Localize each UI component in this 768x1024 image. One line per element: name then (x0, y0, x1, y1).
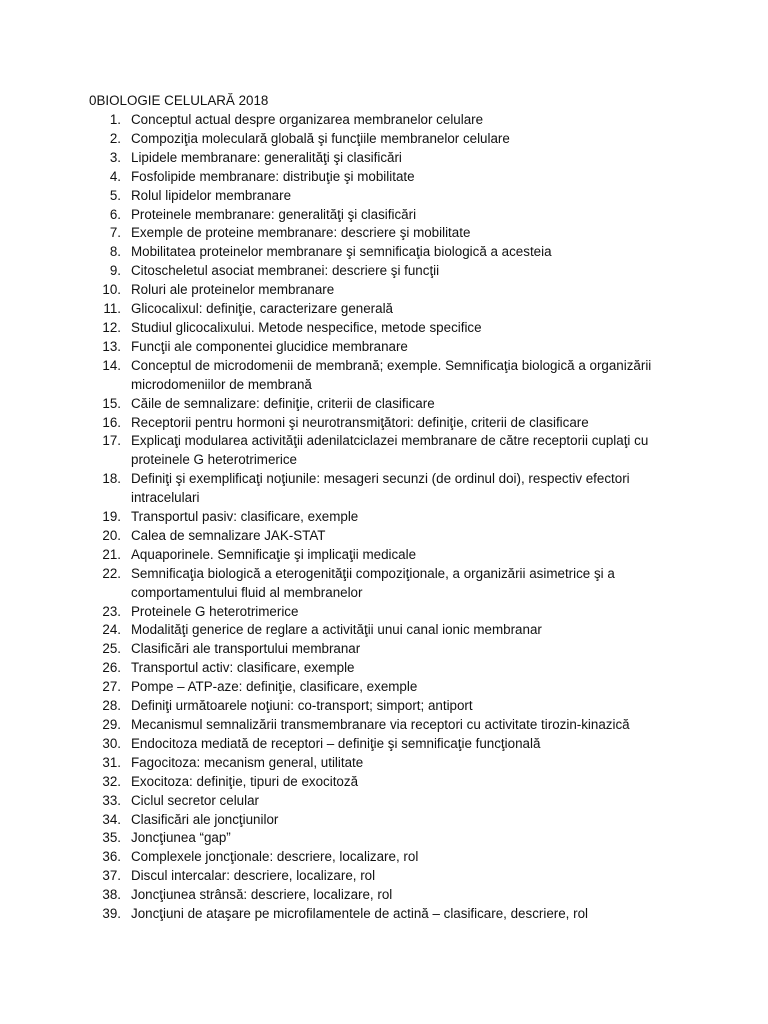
list-item (0, 773, 768, 792)
item-text: Semnificaţia biologică a eterogenităţii compoziţionale, a organizării asimetrice şi a comportamentului fluid al membranelor (131, 565, 615, 600)
item-text: Joncţiunea strânsă: descriere, localizare, rol (131, 887, 393, 903)
list-item (0, 168, 768, 187)
list-item (0, 659, 768, 678)
item-number: 36. (102, 849, 121, 865)
item-number: 9. (109, 263, 121, 279)
item-text: Transportul activ: clasificare, exemple (131, 660, 355, 676)
item-number: 3. (109, 149, 121, 165)
item-text: Fosfolipide membranare: distribuţie şi mobilitate (131, 168, 415, 184)
list-item (0, 792, 768, 811)
item-text: Receptorii pentru hormoni şi neurotransmiţători: definiţie, criterii de clasificare (131, 414, 589, 430)
item-number: 8. (109, 244, 121, 260)
list-item (0, 735, 768, 754)
item-number: 37. (102, 868, 121, 884)
list-item (0, 395, 768, 414)
list-item (0, 886, 768, 905)
list-item (0, 811, 768, 830)
list-item (0, 224, 768, 243)
item-number: 31. (102, 754, 121, 770)
list-item (0, 754, 768, 773)
item-number: 27. (102, 679, 121, 695)
item-text: Aquaporinele. Semnificaţie şi implicaţii medicale (131, 546, 417, 562)
list-item (0, 527, 768, 546)
list-item (0, 716, 768, 735)
item-number: 12. (102, 319, 121, 335)
list-item (0, 262, 768, 281)
list-item (0, 470, 768, 508)
list-item (0, 319, 768, 338)
list-item (0, 508, 768, 527)
item-text: Roluri ale proteinelor membranare (131, 282, 335, 298)
item-text: Exocitoza: definiţie, tipuri de exocitoză (131, 773, 359, 789)
list-item (0, 678, 768, 697)
list-item (0, 111, 768, 130)
list-item (0, 546, 768, 565)
list-item (0, 432, 768, 470)
list-item (0, 565, 768, 603)
item-number: 32. (102, 773, 121, 789)
item-text: Exemple de proteine membranare: descriere şi mobilitate (131, 225, 471, 241)
item-number: 33. (102, 792, 121, 808)
topic-list (0, 111, 768, 924)
list-item (0, 300, 768, 319)
list-item (0, 640, 768, 659)
item-number: 30. (102, 735, 121, 751)
item-number: 19. (102, 509, 121, 525)
list-item (0, 829, 768, 848)
item-text: Funcţii ale componentei glucidice membranare (131, 338, 408, 354)
item-number: 29. (102, 717, 121, 732)
item-number: 24. (102, 622, 121, 638)
item-text: Rolul lipidelor membranare (131, 187, 292, 203)
item-text: Citoscheletul asociat membranei: descriere şi funcţii (131, 263, 440, 279)
list-item (0, 357, 768, 395)
item-number: 23. (102, 603, 121, 619)
list-item (0, 130, 768, 149)
item-number: 39. (102, 906, 121, 922)
item-text: Modalităţi generice de reglare a activităţii unui canal ionic membranar (131, 622, 542, 638)
item-number: 17. (102, 433, 121, 449)
item-text: Glicocalixul: definiţie, caracterizare generală (131, 301, 393, 317)
item-text: Definiţi următoarele noţiuni: co-transport; simport; antiport (131, 698, 473, 714)
list-item (0, 848, 768, 867)
item-text: Compoziţia moleculară globală şi funcţiile membranelor celulare (131, 130, 510, 146)
item-number: 2. (109, 130, 121, 146)
document-title: 0BIOLOGIE CELULARĂ 2018 (89, 93, 269, 108)
list-item (0, 621, 768, 640)
item-number: 25. (102, 641, 121, 657)
item-text: Clasificări ale joncţiunilor (131, 811, 279, 827)
item-text: Pompe – ATP-aze: definiţie, clasificare, exemple (131, 679, 418, 695)
item-text: Calea de semnalizare JAK-STAT (131, 527, 326, 543)
item-text: Joncţiunea “gap” (131, 830, 231, 846)
item-text: Clasificări ale transportului membranar (131, 641, 361, 657)
item-text: Transportul pasiv: clasificare, exemple (131, 509, 359, 525)
item-text: Endocitoza mediată de receptori – definiţie şi semnificaţie funcţională (131, 735, 541, 751)
item-number: 1. (109, 112, 121, 127)
item-text: Proteinele G heterotrimerice (131, 603, 299, 619)
item-text: Definiţi şi exemplificaţi noţiunile: mesageri secunzi (de ordinul doi), respectiv efectori intracelulari (131, 471, 630, 506)
item-number: 16. (102, 414, 121, 430)
item-text: Joncţiuni de ataşare pe microfilamentele de actină – clasificare, descriere, rol (131, 906, 588, 922)
item-number: 18. (102, 471, 121, 487)
list-item (0, 206, 768, 225)
item-number: 6. (109, 206, 121, 222)
list-item (0, 697, 768, 716)
item-number: 34. (102, 811, 121, 827)
item-number: 38. (102, 887, 121, 903)
item-text: Complexele joncţionale: descriere, localizare, rol (131, 849, 419, 865)
item-text: Conceptul de microdomenii de membrană; exemple. Semnificaţia biologică a organizării microdomeniilor de membrană (131, 357, 652, 392)
item-number: 35. (102, 830, 121, 846)
item-text: Fagocitoza: mecanism general, utilitate (131, 754, 364, 770)
item-text: Ciclul secretor celular (131, 792, 259, 808)
item-number: 11. (103, 301, 121, 317)
list-item (0, 149, 768, 168)
item-text: Mobilitatea proteinelor membranare şi semnificaţia biologică a acesteia (131, 244, 552, 260)
item-text: Discul intercalar: descriere, localizare, rol (131, 868, 376, 884)
list-item (0, 603, 768, 622)
list-item (0, 414, 768, 433)
item-number: 20. (102, 527, 121, 543)
list-item (0, 281, 768, 300)
item-text: Studiul glicocalixului. Metode nespecifice, metode specifice (131, 319, 482, 335)
item-text: Conceptul actual despre organizarea membranelor celulare (131, 112, 484, 127)
item-number: 10. (102, 282, 121, 298)
list-item (0, 867, 768, 886)
item-text: Mecanismul semnalizării transmembranare via receptori cu activitate tirozin-kinazică (131, 717, 630, 732)
item-text: Explicaţi modularea activităţii adenilatciclazei membranare de către receptorii cuplaţi cu proteinele G heterotrimerice (131, 433, 649, 468)
item-number: 14. (102, 357, 121, 373)
list-item (0, 338, 768, 357)
item-number: 15. (102, 395, 121, 411)
item-text: Căile de semnalizare: definiţie, criterii de clasificare (131, 395, 435, 411)
list-item (0, 905, 768, 924)
item-number: 5. (109, 187, 121, 203)
list-item (0, 187, 768, 206)
item-text: Proteinele membranare: generalităţi şi clasificări (131, 206, 417, 222)
item-number: 21. (102, 546, 121, 562)
item-number: 26. (102, 660, 121, 676)
item-number: 7. (109, 225, 121, 241)
item-number: 13. (102, 338, 121, 354)
item-number: 28. (102, 698, 121, 714)
item-number: 22. (102, 565, 121, 581)
item-number: 4. (109, 168, 121, 184)
item-text: Lipidele membranare: generalităţi şi clasificări (131, 149, 402, 165)
list-item (0, 243, 768, 262)
